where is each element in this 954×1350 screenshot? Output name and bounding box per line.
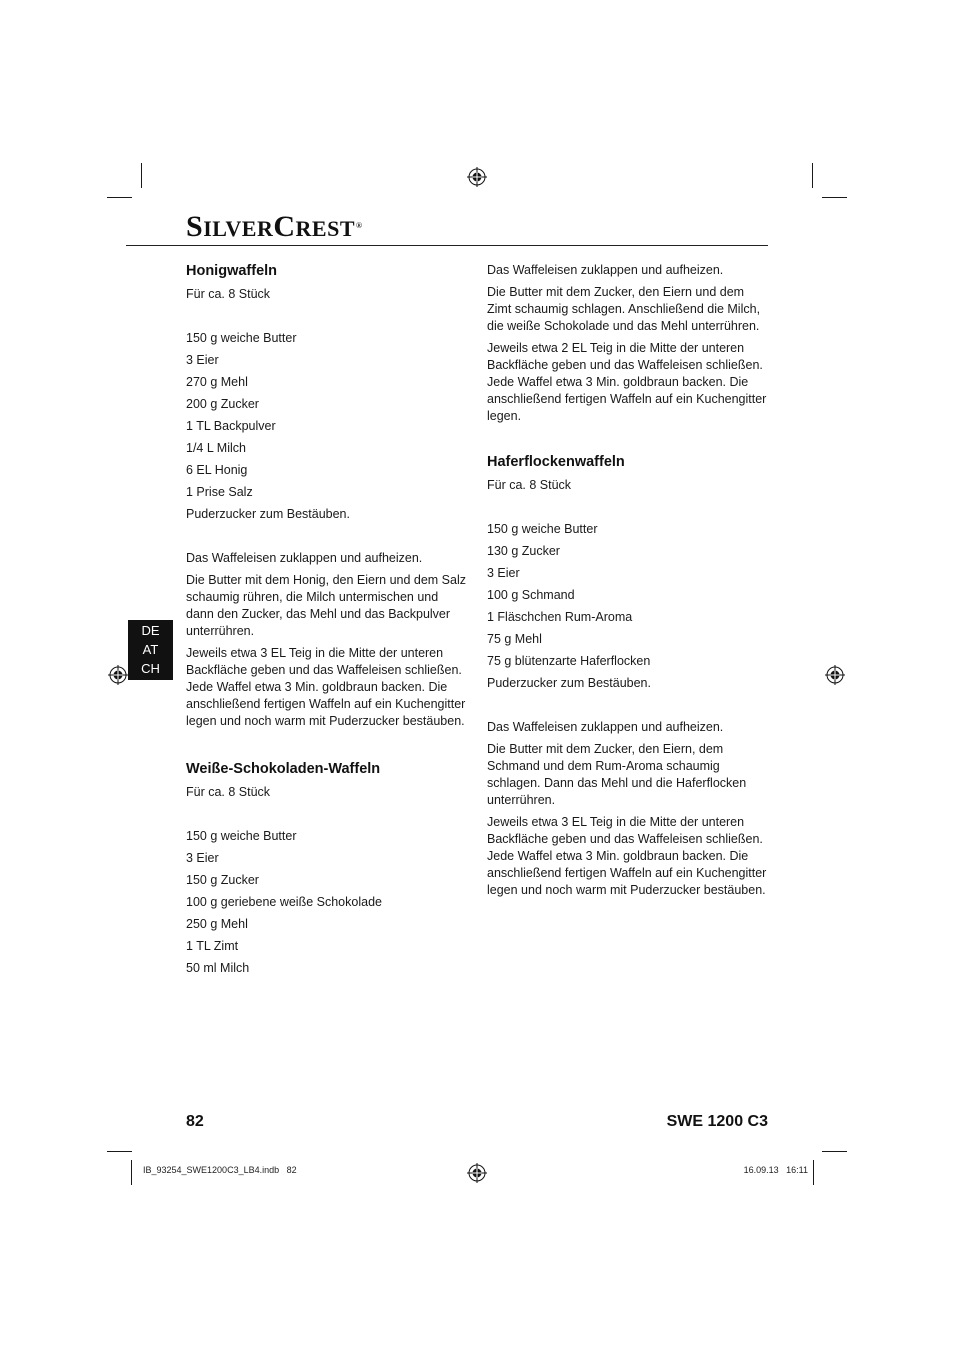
ingredient: 50 ml Milch [186,961,250,975]
crop-mark [141,163,142,188]
ingredient: 75 g blütenzarte Haferflocken [487,654,651,668]
instruction-step: Jeweils etwa 2 EL Teig in die Mitte der unteren Backfläche geben und das Waffeleisen schließen. Jede Waffel etwa 3 Min. goldbraun backen. Die anschließend fertigen Waffeln auf ein Kuchengitter legen. [487,341,767,423]
recipe-serves: Für ca. 8 Stück [186,287,271,301]
crop-mark [822,1151,847,1152]
left-column [186,262,468,982]
ingredient: 1/4 L Milch [186,441,246,455]
instruction-step: Jeweils etwa 3 EL Teig in die Mitte der unteren Backfläche geben und das Waffeleisen schließen. Jede Waffel etwa 3 Min. goldbraun backen. Die anschließend fertigen Waffeln auf ein Kuchengitter legen und noch warm mit Puderzucker bestäuben. [186,646,466,728]
page-number: 82 [186,1113,204,1130]
ingredient: Puderzucker zum Bestäuben. [487,676,651,690]
ingredient: 250 g Mehl [186,917,248,931]
ingredient: 200 g Zucker [186,397,259,411]
registration-mark-icon [467,167,487,187]
silvercrest-logo: SILVERCREST® [186,210,363,243]
ingredient: 150 g weiche Butter [487,522,598,536]
ingredient: 1 TL Zimt [186,939,239,953]
ingredient-list [186,330,468,528]
ingredient: 150 g weiche Butter [186,829,297,843]
registration-mark-icon [108,665,128,685]
crop-mark [131,1160,132,1185]
language-code: DE [141,623,160,638]
ingredient: 150 g Zucker [186,873,259,887]
right-column [487,262,769,904]
instruction-step: Das Waffeleisen zuklappen und aufheizen. [186,551,423,565]
instruction-step: Die Butter mit dem Honig, den Eiern und dem Salz schaumig rühren, die Milch untermischen und dann den Zucker, das Mehl und das Backpulver unterrühren. [186,573,466,638]
ingredient: 1 Fläschchen Rum-Aroma [487,610,633,624]
instruction-step: Die Butter mit dem Zucker, den Eiern, dem Schmand und dem Rum-Aroma schaumig schlagen. Dann das Mehl und die Haferflocken unterrühren. [487,742,747,807]
ingredient: 130 g Zucker [487,544,560,558]
recipe-serves: Für ca. 8 Stück [487,478,572,492]
recipe-serves: Für ca. 8 Stück [186,785,271,799]
ingredient: 100 g Schmand [487,588,575,602]
registration-mark-icon [467,1163,487,1183]
print-file-info: IB_93254_SWE1200C3_LB4.indb 82 [143,1165,297,1175]
crop-mark [812,163,813,188]
crop-mark [813,1160,814,1185]
ingredient: 75 g Mehl [487,632,542,646]
ingredient: Puderzucker zum Bestäuben. [186,507,350,521]
ingredient: 6 EL Honig [186,463,248,477]
recipe-title: Honigwaffeln [186,263,278,279]
crop-mark [107,1151,132,1152]
ingredient: 1 TL Backpulver [186,419,276,433]
language-tab [128,620,173,680]
ingredient: 3 Eier [186,851,219,865]
registration-mark-icon [825,665,845,685]
recipe-title: Haferflockenwaffeln [487,454,625,470]
ingredient: 270 g Mehl [186,375,248,389]
ingredient: 3 Eier [186,353,219,367]
print-date-info: 16.09.13 16:11 [743,1165,808,1175]
recipe-title: Weiße-Schokoladen-Waffeln [186,761,381,777]
crop-mark [107,197,132,198]
ingredient-list [487,521,769,697]
language-code: CH [141,661,160,676]
header-rule [126,245,768,246]
ingredient: 100 g geriebene weiße Schokolade [186,895,382,909]
instruction-step: Das Waffeleisen zuklappen und aufheizen. [487,263,724,277]
instruction-step: Die Butter mit dem Zucker, den Eiern und dem Zimt schaumig schlagen. Anschließend die Milch, die weiße Schokolade und das Mehl unterrühren. [487,285,761,333]
ingredient-list [186,828,468,982]
ingredient: 1 Prise Salz [186,485,253,499]
instruction-step: Jeweils etwa 3 EL Teig in die Mitte der unteren Backfläche geben und das Waffeleisen schließen. Jede Waffel etwa 3 Min. goldbraun backen. Die anschließend fertigen Waffeln auf ein Kuchengitter legen und noch warm mit Puderzucker bestäuben. [487,815,767,897]
ingredient: 150 g weiche Butter [186,331,297,345]
ingredient: 3 Eier [487,566,520,580]
language-code: AT [142,642,159,657]
crop-mark [822,197,847,198]
instruction-step: Das Waffeleisen zuklappen und aufheizen. [487,720,724,734]
model-number: SWE 1200 C3 [666,1113,768,1130]
